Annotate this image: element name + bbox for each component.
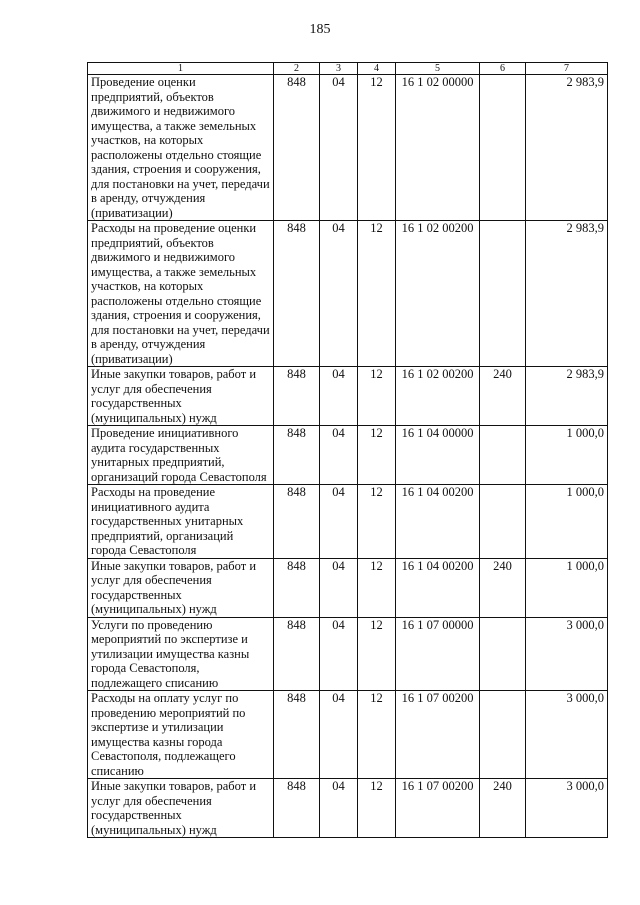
row-admin-code: 848 — [274, 221, 320, 367]
row-target-article: 16 1 02 00000 — [396, 75, 480, 221]
header-cell: 2 — [274, 63, 320, 75]
row-section: 04 — [320, 617, 358, 691]
row-amount: 1 000,0 — [526, 485, 608, 559]
row-subsection: 12 — [358, 221, 396, 367]
row-admin-code: 848 — [274, 617, 320, 691]
table-body — [88, 75, 608, 838]
row-subsection: 12 — [358, 779, 396, 838]
row-target-article: 16 1 02 00200 — [396, 221, 480, 367]
row-target-article: 16 1 04 00000 — [396, 426, 480, 485]
table-row — [88, 558, 608, 617]
row-target-article: 16 1 07 00200 — [396, 779, 480, 838]
row-admin-code: 848 — [274, 558, 320, 617]
row-subsection: 12 — [358, 485, 396, 559]
table-row — [88, 485, 608, 559]
row-subsection: 12 — [358, 558, 396, 617]
table-row — [88, 221, 608, 367]
budget-table — [87, 62, 608, 838]
row-admin-code: 848 — [274, 691, 320, 779]
header-cell: 5 — [396, 63, 480, 75]
row-amount: 3 000,0 — [526, 617, 608, 691]
row-admin-code: 848 — [274, 367, 320, 426]
row-amount: 3 000,0 — [526, 691, 608, 779]
row-name: Расходы на проведение инициативного аудита государственных унитарных предприятий, организаций города Севастополя — [88, 485, 274, 559]
row-expense-type: 240 — [480, 367, 526, 426]
row-section: 04 — [320, 367, 358, 426]
row-amount: 2 983,9 — [526, 221, 608, 367]
row-subsection: 12 — [358, 75, 396, 221]
row-expense-type: 240 — [480, 558, 526, 617]
row-target-article: 16 1 07 00200 — [396, 691, 480, 779]
row-subsection: 12 — [358, 367, 396, 426]
row-expense-type — [480, 485, 526, 559]
row-expense-type — [480, 426, 526, 485]
row-name: Проведение инициативного аудита государственных унитарных предприятий, организаций города Севастополя — [88, 426, 274, 485]
row-section: 04 — [320, 779, 358, 838]
row-name: Проведение оценки предприятий, объектов движимого и недвижимого имущества, а также земельных участков, на которых расположены отдельно стоящие здания, строения и сооружения, для постановки на учет, передачи в аренду, отчуждения (приватизации) — [88, 75, 274, 221]
header-cell: 6 — [480, 63, 526, 75]
table-row — [88, 75, 608, 221]
row-section: 04 — [320, 426, 358, 485]
table-row — [88, 367, 608, 426]
row-section: 04 — [320, 558, 358, 617]
row-subsection: 12 — [358, 617, 396, 691]
table-row — [88, 691, 608, 779]
row-target-article: 16 1 07 00000 — [396, 617, 480, 691]
header-cell: 1 — [88, 63, 274, 75]
row-amount: 1 000,0 — [526, 558, 608, 617]
page-number: 185 — [309, 22, 331, 37]
row-section: 04 — [320, 221, 358, 367]
header-cell: 4 — [358, 63, 396, 75]
row-admin-code: 848 — [274, 779, 320, 838]
row-section: 04 — [320, 75, 358, 221]
row-name: Иные закупки товаров, работ и услуг для обеспечения государственных (муниципальных) нужд — [88, 779, 274, 838]
row-expense-type — [480, 221, 526, 367]
row-name: Услуги по проведению мероприятий по экспертизе и утилизации имущества казны города Севастополя, подлежащего списанию — [88, 617, 274, 691]
row-section: 04 — [320, 485, 358, 559]
row-expense-type — [480, 691, 526, 779]
row-target-article: 16 1 04 00200 — [396, 558, 480, 617]
row-section: 04 — [320, 691, 358, 779]
header-row — [88, 63, 608, 75]
row-admin-code: 848 — [274, 75, 320, 221]
row-subsection: 12 — [358, 426, 396, 485]
row-amount: 3 000,0 — [526, 779, 608, 838]
table-row — [88, 617, 608, 691]
table-row — [88, 426, 608, 485]
row-expense-type — [480, 75, 526, 221]
row-subsection: 12 — [358, 691, 396, 779]
row-admin-code: 848 — [274, 485, 320, 559]
table-row — [88, 779, 608, 838]
row-name: Расходы на проведение оценки предприятий, объектов движимого и недвижимого имущества, а также земельных участков, на которых расположены отдельно стоящие здания, строения и сооружения, для постановки на учет, передачи в аренду, отчуждения (приватизации) — [88, 221, 274, 367]
header-cell: 7 — [526, 63, 608, 75]
row-admin-code: 848 — [274, 426, 320, 485]
row-name: Расходы на оплату услуг по проведению мероприятий по экспертизе и утилизации имущества казны города Севастополя, подлежащего списанию — [88, 691, 274, 779]
row-expense-type: 240 — [480, 779, 526, 838]
row-expense-type — [480, 617, 526, 691]
row-name: Иные закупки товаров, работ и услуг для обеспечения государственных (муниципальных) нужд — [88, 367, 274, 426]
row-target-article: 16 1 02 00200 — [396, 367, 480, 426]
row-amount: 1 000,0 — [526, 426, 608, 485]
row-amount: 2 983,9 — [526, 367, 608, 426]
row-target-article: 16 1 04 00200 — [396, 485, 480, 559]
row-name: Иные закупки товаров, работ и услуг для обеспечения государственных (муниципальных) нужд — [88, 558, 274, 617]
row-amount: 2 983,9 — [526, 75, 608, 221]
header-cell: 3 — [320, 63, 358, 75]
